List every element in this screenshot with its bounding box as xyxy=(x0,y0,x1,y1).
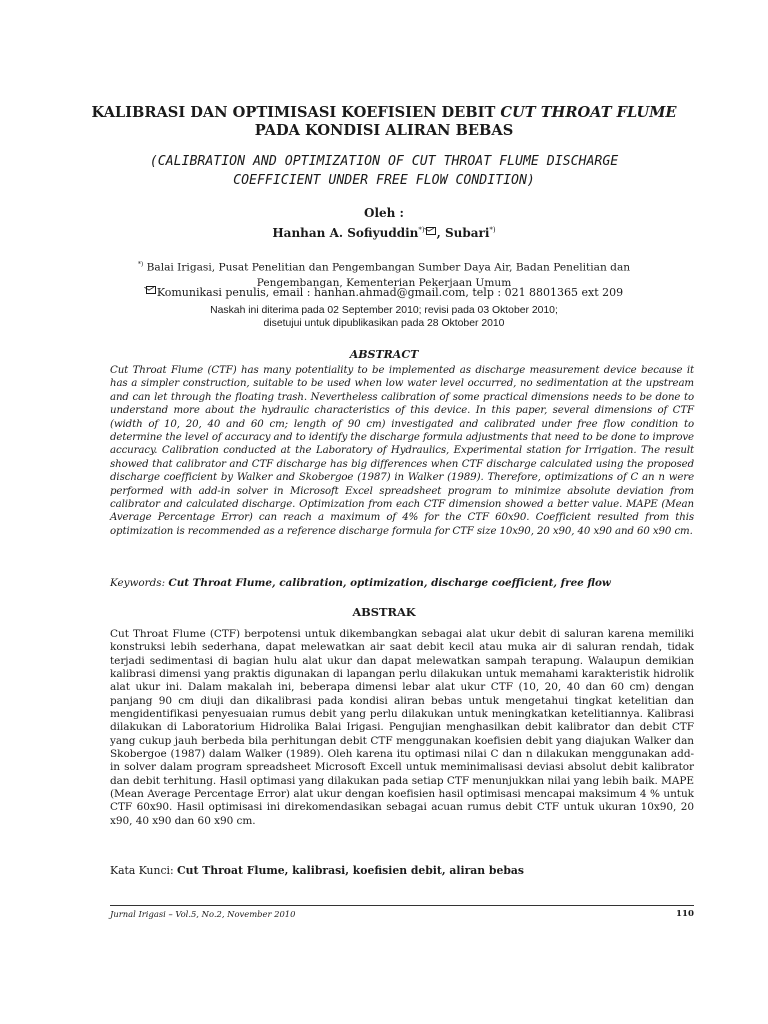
submission-dates xyxy=(0,304,768,330)
footer-divider xyxy=(110,905,694,906)
envelope-icon xyxy=(426,227,436,235)
title-id-line2: PADA KONDISI ALIRAN BEBAS xyxy=(254,122,514,139)
footer-journal: Jurnal Irigasi – Vol.5, No.2, November 2010 xyxy=(110,909,296,919)
paper-title-indonesian xyxy=(90,104,678,140)
title-en-line1: (CALIBRATION AND OPTIMIZATION OF CUT THROAT FLUME DISCHARGE xyxy=(149,154,619,169)
oleh-label: Oleh : xyxy=(364,206,404,220)
title-en-line2: COEFFICIENT UNDER FREE FLOW CONDITION) xyxy=(233,173,535,188)
affiliation-mark: *) xyxy=(137,261,144,268)
dates-line1: Naskah ini diterima pada 02 September 2010; revisi pada 03 Oktober 2010; xyxy=(210,305,558,316)
abstract-heading: ABSTRACT xyxy=(349,348,419,361)
abstract-body: Cut Throat Flume (CTF) has many potentiality to be implemented as discharge measurement device because it has a simpler construction, suitable to be used when low water level occurred, no sedimentation at the upstream and can let through the floating trash. Nevertheless calibration of some practical dimensions needs to be done to understand more about the hydraulic characteristics of this device. In this paper, several dimensions of CTF (width of 10, 20, 40 and 60 cm; length of 90 cm) investigated and calibrated under free flow condition to determine the level of accuracy and to identify the discharge formula adjustments that need to be done to improve accuracy. Calibration conducted at the Laboratory of Hydraulics, Experimental station for Irrigation. The result showed that calibrator and CTF discharge has big differences when CTF discharge calculated using the proposed discharge coefficient by Walker and Skobergoe (1987) in Walker (1989). Therefore, optimizations of C an n were performed with add-in solver in Microsoft Excel spreadsheet program to minimize absolute deviation from calibrator and calculated discharge. Optimization from each CTF dimension showed a better value. MAPE (Mean Average Percentage Error) can reach a maximum of 4% for the CTF 60x90. Coefficient resulted from this optimization is recommended as a reference discharge formula for CTF size 10x90, 20 x90, 40 x90 and 60 x90 cm. xyxy=(110,365,694,537)
kata-kunci-label: Kata Kunci: xyxy=(110,864,178,877)
keywords-indonesian xyxy=(110,864,694,877)
envelope-icon xyxy=(146,286,156,294)
title-id-italic: CUT THROAT FLUME xyxy=(500,104,677,121)
contact-text: Komunikasi penulis, email : hanhan.ahmad@gmail.com, telp : 021 8801365 ext 209 xyxy=(156,286,624,299)
author-separator: , xyxy=(436,226,445,240)
keywords-list: Cut Throat Flume, calibration, optimization, discharge coefficient, free flow xyxy=(168,577,611,589)
author-1-mark: *) xyxy=(418,226,425,234)
title-id-part1: KALIBRASI DAN OPTIMISASI KOEFISIEN DEBIT xyxy=(91,104,501,121)
author-1: Hanhan A. Sofiyuddin xyxy=(272,226,419,240)
author-2: Subari xyxy=(444,226,490,240)
affiliation-line2: Pengembangan, Kementerian Pekerjaan Umum xyxy=(256,276,512,289)
footer-page-number: 110 xyxy=(676,909,694,919)
kata-kunci-list: Cut Throat Flume, kalibrasi, koefisien debit, aliran bebas xyxy=(177,864,524,877)
abstrak-heading: ABSTRAK xyxy=(352,605,416,619)
keywords-english xyxy=(110,577,694,589)
abstrak-body: Cut Throat Flume (CTF) berpotensi untuk dikembangkan sebagai alat ukur debit di saluran karena memiliki konstruksi lebih sederhana, dapat melewatkan air saat debit kecil atau muka air di saluran rendah, tidak terjadi sedimentasi di bagian hulu alat ukur dan dapat melewatkan sampah terapung. Walaupun demikian kalibrasi dimensi yang praktis digunakan di lapangan perlu dilakukan untuk memahami karakteristik hidrolik alat ukur ini. Dalam makalah ini, beberapa dimensi lebar alat ukur CTF (10, 20, 40 dan 60 cm) dengan panjang 90 cm diuji dan dikalibrasi pada kondisi aliran bebas untuk mengetahui tingkat ketelitian dan mengidentifikasi penyesuaian rumus debit yang perlu dilakukan untuk meningkatkan ketelitiannya. Kalibrasi dilakukan di Laboratorium Hidrolika Balai Irigasi. Pengujian menghasilkan debit kalibrator dan debit CTF yang cukup jauh berbeda bila perhitungan debit CTF menggunakan koefisien debit yang diajukan Walker dan Skobergoe (1987) dalam Walker (1989). Oleh karena itu optimasi nilai C dan n dilakukan menggunakan add-in solver dalam program spreadsheet Microsoft Excell untuk meminimalisasi deviasi absolut debit kalibrator dan debit terhitung. Hasil optimasi yang dilakukan pada setiap CTF menunjukkan nilai yang lebih baik. MAPE (Mean Average Percentage Error) alat ukur dengan koefisien hasil optimisasi mencapai maksimum 4 % untuk CTF 60x90. Hasil optimisasi ini direkomendasikan sebagai acuan rumus debit CTF untuk ukuran 10x90, 20 x90, 40 x90 dan 60 x90 cm. xyxy=(110,628,694,827)
paper-title-english xyxy=(90,152,678,190)
author-2-mark: *) xyxy=(489,226,496,234)
author-list xyxy=(0,226,768,240)
affiliation-line1: Balai Irigasi, Pusat Penelitian dan Pengembangan Sumber Daya Air, Badan Penelitian dan xyxy=(143,261,631,274)
contact-info xyxy=(0,286,768,299)
keywords-label: Keywords: xyxy=(110,577,169,589)
dates-line2: disetujui untuk dipublikasikan pada 28 Oktober 2010 xyxy=(263,318,505,329)
